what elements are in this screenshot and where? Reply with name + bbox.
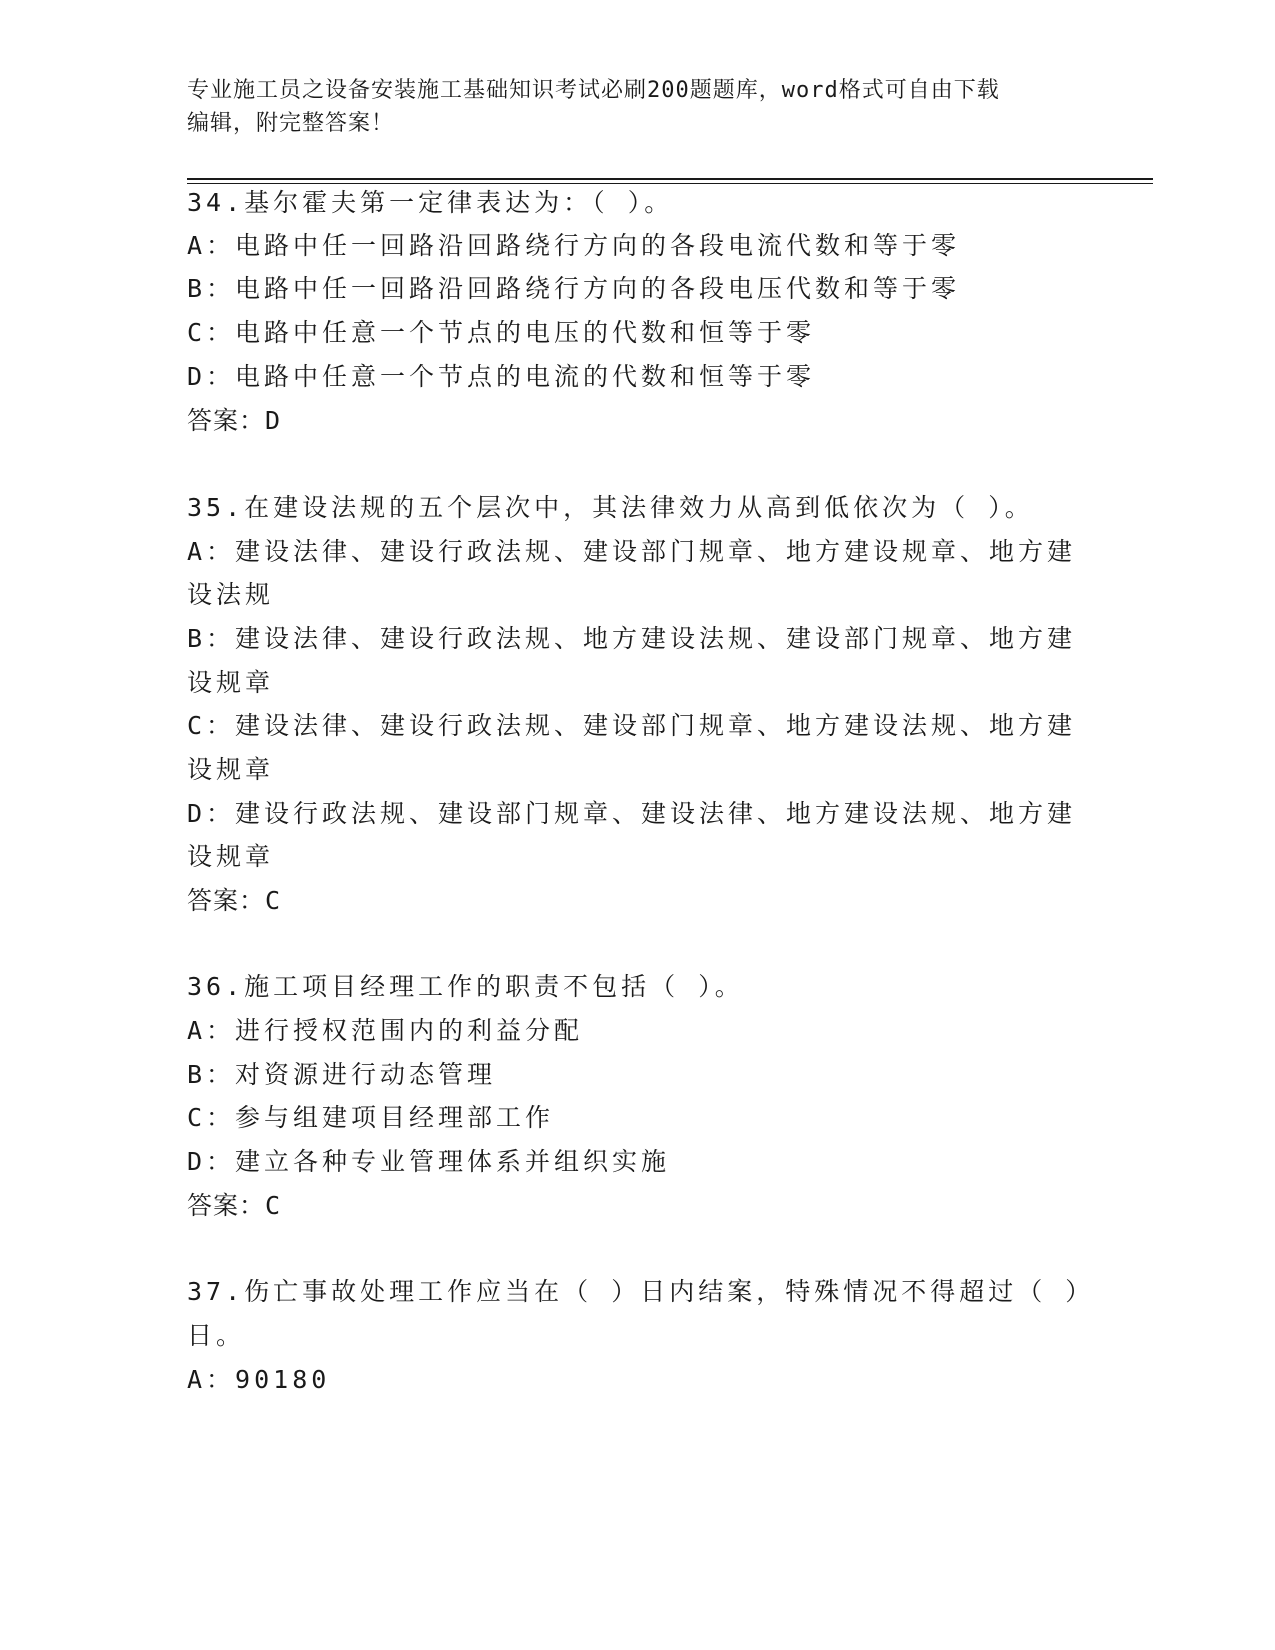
- question-37-stem-cont: 日。: [187, 1321, 246, 1350]
- question-35-option-a-cont: 设法规: [187, 580, 275, 609]
- question-34-stem: 34.基尔霍夫第一定律表达为：（ ）。: [187, 188, 674, 217]
- question-34-option-c: C：电路中任意一个节点的电压的代数和恒等于零: [187, 318, 816, 347]
- question-37-stem: 37.伤亡事故处理工作应当在（ ）日内结案，特殊情况不得超过（ ）: [187, 1277, 1095, 1306]
- question-35-option-a: A：建设法律、建设行政法规、建设部门规章、地方建设规章、地方建: [187, 537, 1077, 566]
- question-36-option-c: C：参与组建项目经理部工作: [187, 1103, 555, 1132]
- question-37-option-a: A：90180: [187, 1365, 331, 1394]
- question-35-option-b-cont: 设规章: [187, 668, 275, 697]
- question-36-answer: 答案：C: [187, 1191, 282, 1220]
- question-36-option-b: B：对资源进行动态管理: [187, 1060, 497, 1089]
- question-34-option-d: D：电路中任意一个节点的电流的代数和恒等于零: [187, 362, 816, 391]
- question-34-option-a: A：电路中任一回路沿回路绕行方向的各段电流代数和等于零: [187, 231, 961, 260]
- document-header: [187, 74, 1067, 140]
- header-line-1: 专业施工员之设备安装施工基础知识考试必刷200题题库，word格式可自由下载: [187, 78, 1000, 103]
- question-35-option-c-cont: 设规章: [187, 755, 275, 784]
- question-36-option-a: A：进行授权范围内的利益分配: [187, 1016, 584, 1045]
- question-36-stem: 36.施工项目经理工作的职责不包括（ ）。: [187, 972, 744, 1001]
- question-35-option-d-cont: 设规章: [187, 842, 275, 871]
- question-35-option-c: C：建设法律、建设行政法规、建设部门规章、地方建设法规、地方建: [187, 711, 1077, 740]
- question-35-answer: 答案：C: [187, 886, 282, 915]
- question-35-option-b: B：建设法律、建设行政法规、地方建设法规、建设部门规章、地方建: [187, 624, 1077, 653]
- header-rule-thin: [187, 183, 1153, 184]
- question-35-option-d: D：建设行政法规、建设部门规章、建设法律、地方建设法规、地方建: [187, 799, 1077, 828]
- question-36-option-d: D：建立各种专业管理体系并组织实施: [187, 1147, 671, 1176]
- header-line-2: 编辑，附完整答案！: [187, 111, 395, 136]
- question-35-stem: 35.在建设法规的五个层次中，其法律效力从高到低依次为（ ）。: [187, 493, 1034, 522]
- question-34-option-b: B：电路中任一回路沿回路绕行方向的各段电压代数和等于零: [187, 274, 961, 303]
- header-rule-thick: [187, 178, 1153, 180]
- question-34-answer: 答案：D: [187, 406, 282, 435]
